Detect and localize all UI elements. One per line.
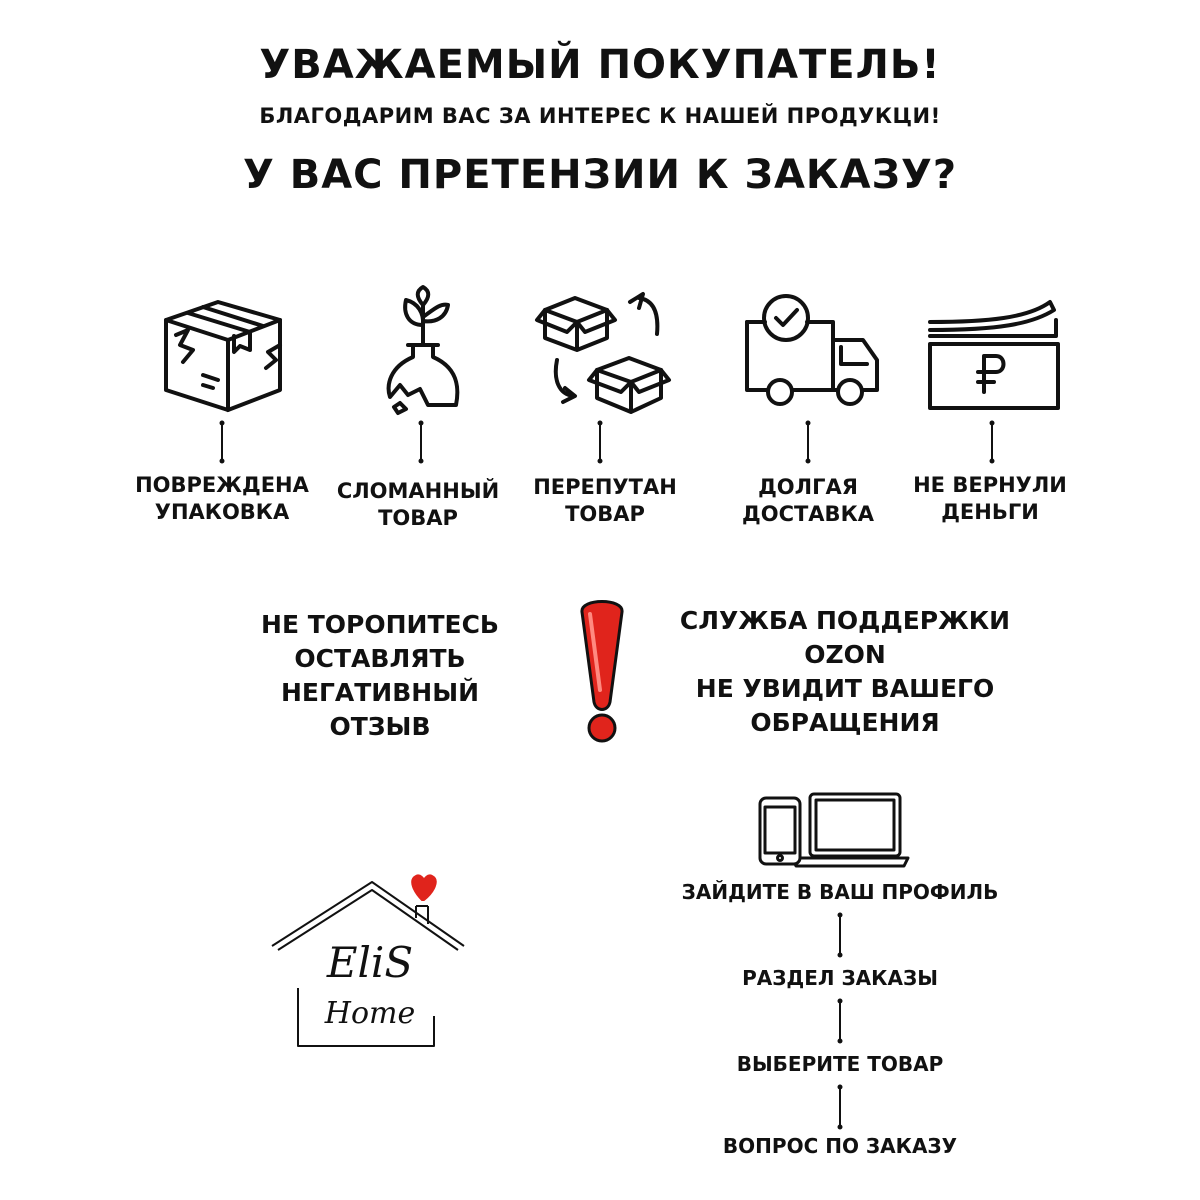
ruble-money-icon [928,300,1063,410]
step-connector-2 [838,998,842,1044]
logo-text-home: Home [324,996,416,1031]
exclamation-icon [572,594,632,749]
connector-1 [220,420,224,464]
problem-label-damaged-packaging: ПОВРЕЖДЕНА УПАКОВКА [135,473,309,524]
problem-label-long-delivery: ДОЛГАЯ ДОСТАВКА [742,475,874,526]
page-title: УВАЖАЕМЫЙ ПОКУПАТЕЛЬ! [259,42,941,88]
swapped-boxes-icon [535,290,675,420]
problem-label-mixed-up-item: ПЕРЕПУТАН ТОВАР [533,475,677,526]
delivery-truck-icon [745,292,880,412]
broken-vase-icon [378,285,468,420]
phone-laptop-icon [752,792,912,872]
step-orders-section: РАЗДЕЛ ЗАКАЗЫ [742,966,938,990]
connector-4 [806,420,810,464]
connector-5 [990,420,994,464]
step-select-item: ВЫБЕРИТЕ ТОВАР [736,1052,944,1076]
warning-right-text: СЛУЖБА ПОДДЕРЖКИ OZON НЕ УВИДИТ ВАШЕГО ОБРАЩЕНИЯ [679,606,1011,737]
step-open-profile: ЗАЙДИТЕ В ВАШ ПРОФИЛЬ [681,880,999,904]
damaged-box-icon [158,290,288,415]
warning-left-text: НЕ ТОРОПИТЕСЬ ОСТАВЛЯТЬ НЕГАТИВНЫЙ ОТЗЫВ [261,610,499,741]
step-connector-1 [838,912,842,958]
step-order-question: ВОПРОС ПО ЗАКАЗУ [722,1134,958,1158]
logo-text-elis: EliS [326,938,414,987]
step-connector-3 [838,1084,842,1130]
brand-logo [268,868,468,1058]
connector-2 [419,420,423,464]
connector-3 [598,420,602,464]
problem-label-broken-item: СЛОМАННЫЙ ТОВАР [336,479,500,530]
heart-icon [412,875,435,900]
page-question: У ВАС ПРЕТЕНЗИИ К ЗАКАЗУ? [242,152,958,198]
problem-label-money-not-returned: НЕ ВЕРНУЛИ ДЕНЬГИ [913,473,1067,524]
page-subtitle: БЛАГОДАРИМ ВАС ЗА ИНТЕРЕС К НАШЕЙ ПРОДУКЦИ! [259,104,941,128]
